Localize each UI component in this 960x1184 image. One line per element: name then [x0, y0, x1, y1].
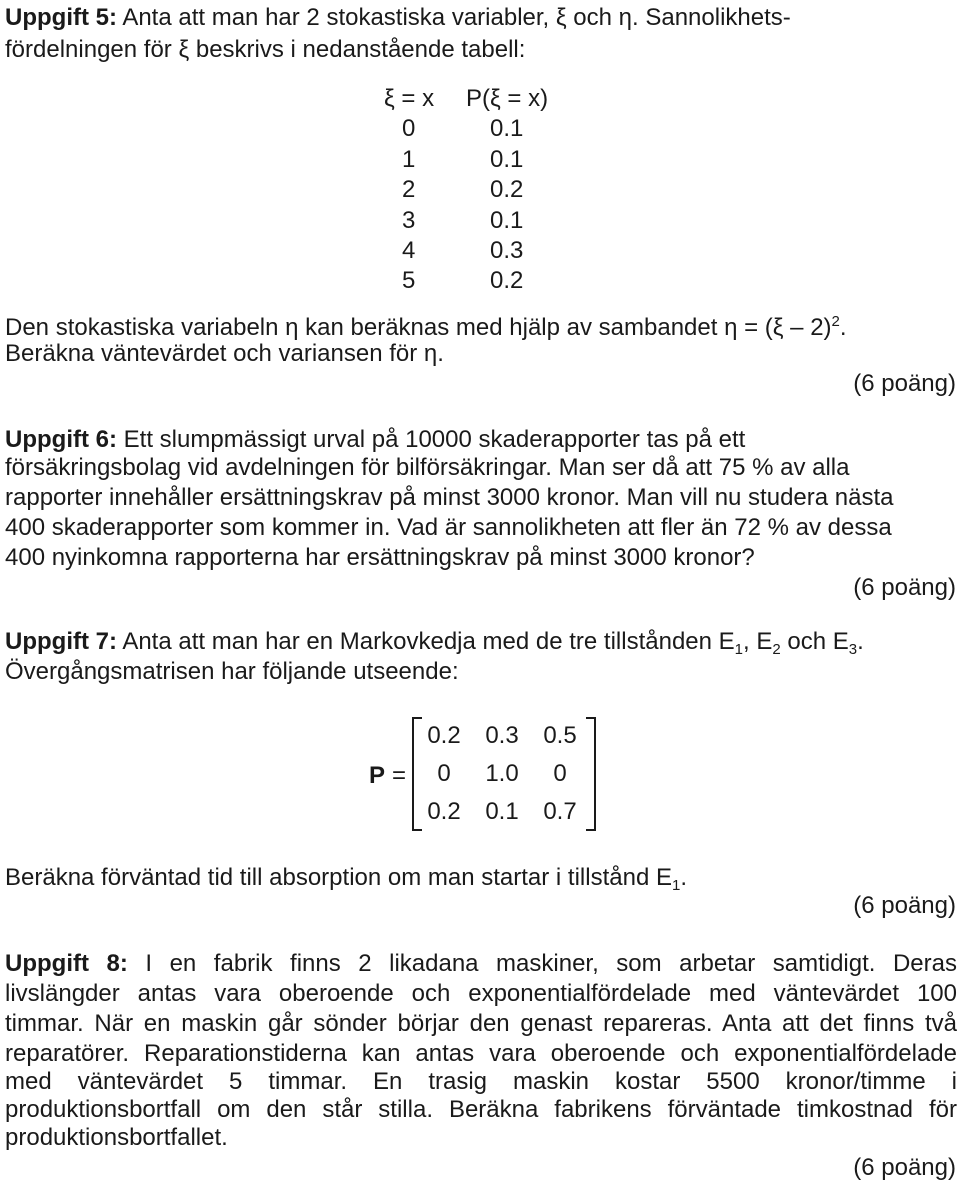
cell-p: 0.1: [490, 145, 524, 173]
u6-text1: Ett slumpmässigt urval på 10000 skaderapporter tas på ett: [123, 426, 746, 453]
matrix-label: P: [369, 762, 386, 789]
u5-text3-end: .: [839, 314, 847, 341]
u7-text3-end: .: [680, 864, 687, 891]
u5-text3: Den stokastiska variabeln η kan beräknas med hjälp av sambandet η = (ξ – 2): [5, 314, 832, 341]
u7-sep1: , E: [743, 628, 773, 655]
u8-line6: produktionsbortfall om den står stilla. Beräkna fabrikens förväntade timkostnad för: [5, 1096, 957, 1123]
u6-line2: försäkringsbolag vid avdelningen för bilförsäkringar. Man ser då att 75 % av alla: [5, 454, 850, 481]
u7-end1: .: [857, 628, 864, 655]
cell-p: 0.2: [490, 267, 524, 295]
header-x: ξ = x: [384, 85, 435, 112]
table-row: [384, 114, 584, 144]
table-row: [384, 266, 584, 296]
matrix-cell: 0.1: [485, 798, 519, 825]
u7-sub2: 2: [772, 641, 781, 658]
u7-sub-e1: 1: [671, 877, 681, 894]
cell-x: 1: [402, 145, 416, 173]
u6-points: (6 poäng): [853, 574, 956, 601]
u8-points: (6 poäng): [853, 1154, 956, 1181]
u8-line1: [5, 950, 957, 978]
cell-p: 0.3: [490, 236, 524, 264]
table-row: [384, 175, 584, 205]
u8-line5: med väntevärdet 5 timmar. En trasig maskin kostar 5500 kronor/timme i: [5, 1068, 957, 1095]
table-row: [384, 145, 584, 175]
u8-label: Uppgift 8:: [5, 950, 128, 977]
u7-line3: [5, 864, 687, 900]
u6-line3: rapporter innehåller ersättningskrav på minst 3000 kronor. Man vill nu studera nästa: [5, 484, 894, 511]
cell-x: 4: [402, 236, 416, 264]
u5-line3: [5, 308, 847, 342]
u6-line1: [5, 426, 745, 454]
u7-sub1: 1: [734, 641, 743, 658]
u6-label: Uppgift 6:: [5, 426, 117, 453]
u7-sub3: 3: [848, 641, 858, 658]
u8-line4: reparatörer. Reparationstiderna kan antas vara oberoende och exponentialfördelade: [5, 1040, 957, 1067]
matrix-cell: 0.2: [427, 798, 461, 825]
cell-p: 0.1: [490, 206, 524, 234]
u8-text1: I en fabrik finns 2 likadana maskiner, som arbetar samtidigt. Deras: [145, 950, 957, 977]
u7-line2: Övergångsmatrisen har följande utseende:: [5, 658, 459, 685]
cell-x: 3: [402, 206, 416, 234]
u5-line2: fördelningen för ξ beskrivs i nedanstående tabell:: [5, 36, 526, 63]
cell-x: 0: [402, 115, 416, 143]
matrix-cell: 0.3: [485, 722, 519, 749]
header-p: P(ξ = x): [466, 85, 549, 112]
cell-p: 0.2: [490, 176, 524, 204]
matrix-cell: 1.0: [485, 760, 519, 787]
matrix-cell: 0: [437, 760, 451, 787]
matrix-cell: 0: [553, 760, 567, 787]
matrix-equals: =: [392, 762, 407, 789]
xi-distribution-table: [384, 84, 584, 297]
cell-p: 0.1: [490, 115, 524, 143]
matrix-cell: 0.2: [427, 722, 461, 749]
cell-x: 2: [402, 176, 416, 204]
u5-label: Uppgift 5:: [5, 4, 117, 31]
table-header: [384, 84, 584, 114]
cell-x: 5: [402, 267, 416, 295]
u5-exponent: 2: [831, 313, 840, 330]
matrix-cell: 0.5: [543, 722, 577, 749]
u7-label: Uppgift 7:: [5, 628, 117, 655]
u5-points: (6 poäng): [853, 370, 956, 397]
u7-points: (6 poäng): [853, 892, 956, 919]
u6-line4: 400 skaderapporter som kommer in. Vad är sannolikheten att fler än 72 % av dessa: [5, 514, 892, 541]
table-row: [384, 206, 584, 236]
u5-line1: [5, 4, 791, 32]
u7-sep2: och E: [780, 628, 849, 655]
u7-text3: Beräkna förväntad tid till absorption om man startar i tillstånd E: [5, 864, 672, 891]
u8-line3: timmar. När en maskin går sönder börjar den genast repareras. Anta att det finns två: [5, 1010, 957, 1037]
u8-line2: livslängder antas vara oberoende och exponentialfördelade med väntevärdet 100: [5, 980, 957, 1007]
u7-text1: Anta att man har en Markovkedja med de tre tillstånden E: [122, 628, 735, 655]
matrix-cell: 0.7: [543, 798, 577, 825]
u5-text1: Anta att man har 2 stokastiska variabler, ξ och η. Sannolikhets-: [122, 4, 791, 31]
u5-line4: Beräkna väntevärdet och variansen för η.: [5, 340, 444, 367]
table-row: [384, 236, 584, 266]
u8-line7: produktionsbortfallet.: [5, 1124, 228, 1151]
u6-line5: 400 nyinkomna rapporterna har ersättningskrav på minst 3000 kronor?: [5, 544, 755, 571]
